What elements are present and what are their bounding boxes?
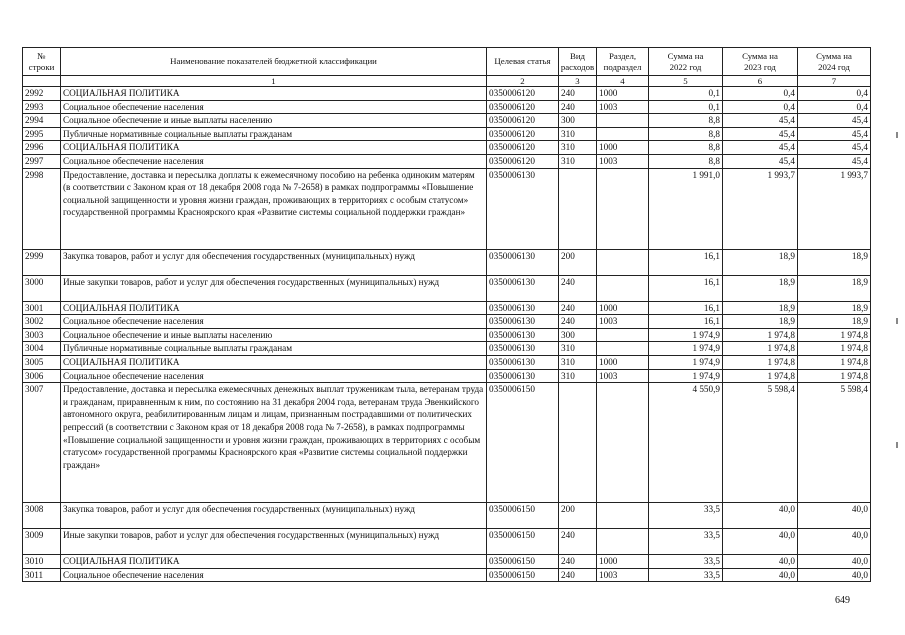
sum-2022-cell: 0,1 — [649, 87, 723, 101]
indicator-name-cell: Публичные нормативные социальные выплаты гражданам — [61, 342, 487, 356]
row-number-cell: 3003 — [23, 328, 61, 342]
sum-2023-cell: 1 993,7 — [723, 168, 798, 249]
expense-type-cell: 310 — [559, 369, 597, 383]
sum-2022-cell: 0,1 — [649, 100, 723, 114]
section-cell: 1003 — [597, 100, 649, 114]
sum-2023-cell: 45,4 — [723, 127, 798, 141]
row-number-cell: 2994 — [23, 114, 61, 128]
indicator-name-cell: СОЦИАЛЬНАЯ ПОЛИТИКА — [61, 87, 487, 101]
sum-2022-cell: 16,1 — [649, 275, 723, 301]
target-article-cell: 0350006150 — [487, 555, 559, 569]
sum-2022-cell: 1 974,9 — [649, 355, 723, 369]
table-body — [23, 87, 871, 582]
row-number-cell: 3000 — [23, 275, 61, 301]
sum-2023-cell: 45,4 — [723, 154, 798, 168]
sum-2023-cell: 1 974,8 — [723, 369, 798, 383]
indicator-name-cell: Закупка товаров, работ и услуг для обеспечения государственных (муниципальных) нужд — [61, 249, 487, 275]
row-number-cell: 3005 — [23, 355, 61, 369]
sum-2022-cell: 8,8 — [649, 154, 723, 168]
sum-2024-cell: 1 974,8 — [798, 328, 871, 342]
header-row-no: № строки — [23, 48, 61, 76]
sum-2023-cell: 1 974,8 — [723, 355, 798, 369]
indicator-name-cell: Иные закупки товаров, работ и услуг для обеспечения государственных (муниципальных) нужд — [61, 275, 487, 301]
sum-2023-cell: 40,0 — [723, 529, 798, 555]
row-number-cell: 2995 — [23, 127, 61, 141]
table-row — [23, 141, 871, 155]
sum-2023-cell: 18,9 — [723, 315, 798, 329]
row-number-cell: 2993 — [23, 100, 61, 114]
target-article-cell: 0350006120 — [487, 141, 559, 155]
row-number-cell: 2999 — [23, 249, 61, 275]
sum-2023-cell: 40,0 — [723, 555, 798, 569]
section-cell: 1003 — [597, 568, 649, 582]
table-row — [23, 529, 871, 555]
expense-type-cell: 240 — [559, 100, 597, 114]
indicator-name-cell: Закупка товаров, работ и услуг для обеспечения государственных (муниципальных) нужд — [61, 503, 487, 529]
section-cell — [597, 529, 649, 555]
sum-2024-cell: 45,4 — [798, 127, 871, 141]
row-number-cell: 2997 — [23, 154, 61, 168]
target-article-cell: 0350006120 — [487, 87, 559, 101]
sum-2023-cell: 1 974,8 — [723, 328, 798, 342]
header-section: Раздел, подраздел — [597, 48, 649, 76]
sum-2023-cell: 45,4 — [723, 114, 798, 128]
target-article-cell: 0350006120 — [487, 100, 559, 114]
sum-2022-cell: 16,1 — [649, 249, 723, 275]
expense-type-cell: 240 — [559, 529, 597, 555]
sum-2024-cell: 40,0 — [798, 568, 871, 582]
target-article-cell: 0350006130 — [487, 249, 559, 275]
indicator-name-cell: СОЦИАЛЬНАЯ ПОЛИТИКА — [61, 301, 487, 315]
sum-2022-cell: 8,8 — [649, 127, 723, 141]
section-cell — [597, 383, 649, 503]
sum-2022-cell: 1 974,9 — [649, 328, 723, 342]
page-number: 649 — [835, 595, 850, 606]
column-number — [23, 76, 61, 87]
target-article-cell: 0350006150 — [487, 503, 559, 529]
row-number-cell: 3007 — [23, 383, 61, 503]
target-article-cell: 0350006130 — [487, 275, 559, 301]
section-cell — [597, 249, 649, 275]
row-number-cell: 3006 — [23, 369, 61, 383]
header-sum-2022: Сумма на 2022 год — [649, 48, 723, 76]
section-cell: 1000 — [597, 141, 649, 155]
target-article-cell: 0350006120 — [487, 154, 559, 168]
sum-2022-cell: 4 550,9 — [649, 383, 723, 503]
sum-2024-cell: 1 974,8 — [798, 355, 871, 369]
column-number: 1 — [61, 76, 487, 87]
sum-2024-cell: 18,9 — [798, 315, 871, 329]
row-number-cell: 3002 — [23, 315, 61, 329]
target-article-cell: 0350006120 — [487, 127, 559, 141]
sum-2022-cell: 16,1 — [649, 301, 723, 315]
table-row — [23, 127, 871, 141]
indicator-name-cell: СОЦИАЛЬНАЯ ПОЛИТИКА — [61, 555, 487, 569]
row-number-cell: 3004 — [23, 342, 61, 356]
indicator-name-cell: Социальное обеспечение населения — [61, 568, 487, 582]
sum-2024-cell: 40,0 — [798, 529, 871, 555]
sum-2024-cell: 40,0 — [798, 503, 871, 529]
section-cell: 1003 — [597, 315, 649, 329]
table-row — [23, 315, 871, 329]
target-article-cell: 0350006150 — [487, 383, 559, 503]
header-sum-2024: Сумма на 2024 год — [798, 48, 871, 76]
sum-2022-cell: 33,5 — [649, 555, 723, 569]
expense-type-cell: 240 — [559, 87, 597, 101]
sum-2024-cell: 1 974,8 — [798, 342, 871, 356]
column-number: 3 — [559, 76, 597, 87]
sum-2023-cell: 40,0 — [723, 503, 798, 529]
indicator-name-cell: СОЦИАЛЬНАЯ ПОЛИТИКА — [61, 141, 487, 155]
sum-2024-cell: 18,9 — [798, 275, 871, 301]
sum-2023-cell: 5 598,4 — [723, 383, 798, 503]
sum-2024-cell: 18,9 — [798, 301, 871, 315]
target-article-cell: 0350006130 — [487, 328, 559, 342]
row-number-cell: 2992 — [23, 87, 61, 101]
expense-type-cell — [559, 383, 597, 503]
sum-2022-cell: 16,1 — [649, 315, 723, 329]
sum-2022-cell: 33,5 — [649, 529, 723, 555]
table-row — [23, 568, 871, 582]
indicator-name-cell: Социальное обеспечение населения — [61, 154, 487, 168]
table-row — [23, 249, 871, 275]
indicator-name-cell: Социальное обеспечение населения — [61, 369, 487, 383]
scan-edge-mark — [896, 132, 898, 138]
target-article-cell: 0350006120 — [487, 114, 559, 128]
sum-2024-cell: 1 974,8 — [798, 369, 871, 383]
indicator-name-cell: Предоставление, доставка и пересылка доплаты к ежемесячному пособию на ребенка одиноким матерям (в соответствии с Законом края от 18 декабря 2008 года № 7-2658) в рамках подпрограммы «Повышение социальной защищенности и уровня жизни граждан, проживающих в территориях с особым статусом» государственной программы Красноярского края «Развитие системы социальной поддержки граждан» — [61, 168, 487, 249]
indicator-name-cell: Социальное обеспечение и иные выплаты населению — [61, 114, 487, 128]
sum-2022-cell: 8,8 — [649, 114, 723, 128]
table-row — [23, 328, 871, 342]
sum-2023-cell: 18,9 — [723, 301, 798, 315]
target-article-cell: 0350006130 — [487, 168, 559, 249]
row-number-cell: 2996 — [23, 141, 61, 155]
table-row — [23, 87, 871, 101]
column-number: 2 — [487, 76, 559, 87]
expense-type-cell: 240 — [559, 275, 597, 301]
sum-2022-cell: 1 991,0 — [649, 168, 723, 249]
scan-edge-mark — [896, 318, 898, 324]
table-row — [23, 100, 871, 114]
sum-2024-cell: 40,0 — [798, 555, 871, 569]
sum-2023-cell: 0,4 — [723, 87, 798, 101]
indicator-name-cell: Социальное обеспечение населения — [61, 315, 487, 329]
indicator-name-cell: Публичные нормативные социальные выплаты гражданам — [61, 127, 487, 141]
target-article-cell: 0350006130 — [487, 301, 559, 315]
indicator-name-cell: Предоставление, доставка и пересылка ежемесячных денежных выплат труженикам тыла, ветеранам труда и гражданам, приравненным к ним, по состоянию на 31 декабря 2004 года, ветеранам труда Эвенкийского автономного округа, реабилитированным лицам и лицам, признанным пострадавшими от политических репрессий (в соответствии с Законом края от 18 декабря 2008 года № 7-2658), в рамках подпрограммы «Повышение социальной защищенности и уровня жизни граждан, проживающих в территориях с особым статусом» государственной программы Красноярского края «Развитие системы социальной поддержки граждан» — [61, 383, 487, 503]
target-article-cell: 0350006130 — [487, 342, 559, 356]
table-row — [23, 355, 871, 369]
table-row — [23, 555, 871, 569]
section-cell — [597, 275, 649, 301]
column-number: 4 — [597, 76, 649, 87]
section-cell — [597, 328, 649, 342]
expense-type-cell: 300 — [559, 328, 597, 342]
sum-2022-cell: 33,5 — [649, 503, 723, 529]
indicator-name-cell: Социальное обеспечение населения — [61, 100, 487, 114]
indicator-name-cell: СОЦИАЛЬНАЯ ПОЛИТИКА — [61, 355, 487, 369]
column-number-row — [23, 76, 871, 87]
target-article-cell: 0350006130 — [487, 369, 559, 383]
header-row — [23, 48, 871, 76]
sum-2024-cell: 45,4 — [798, 154, 871, 168]
row-number-cell: 3001 — [23, 301, 61, 315]
section-cell: 1000 — [597, 555, 649, 569]
indicator-name-cell: Социальное обеспечение и иные выплаты населению — [61, 328, 487, 342]
expense-type-cell: 310 — [559, 127, 597, 141]
budget-table — [22, 47, 871, 582]
expense-type-cell: 300 — [559, 114, 597, 128]
table-row — [23, 342, 871, 356]
section-cell: 1003 — [597, 154, 649, 168]
table-row — [23, 275, 871, 301]
header-name: Наименование показателей бюджетной классификации — [61, 48, 487, 76]
row-number-cell: 2998 — [23, 168, 61, 249]
table-row — [23, 154, 871, 168]
sum-2022-cell: 8,8 — [649, 141, 723, 155]
expense-type-cell: 310 — [559, 154, 597, 168]
section-cell — [597, 127, 649, 141]
expense-type-cell: 200 — [559, 503, 597, 529]
table-row — [23, 369, 871, 383]
sum-2022-cell: 1 974,9 — [649, 342, 723, 356]
row-number-cell: 3009 — [23, 529, 61, 555]
sum-2022-cell: 1 974,9 — [649, 369, 723, 383]
sum-2023-cell: 18,9 — [723, 249, 798, 275]
table-row — [23, 168, 871, 249]
row-number-cell: 3010 — [23, 555, 61, 569]
target-article-cell: 0350006130 — [487, 355, 559, 369]
sum-2023-cell: 18,9 — [723, 275, 798, 301]
row-number-cell: 3008 — [23, 503, 61, 529]
target-article-cell: 0350006130 — [487, 315, 559, 329]
sum-2023-cell: 45,4 — [723, 141, 798, 155]
header-target: Целевая статья — [487, 48, 559, 76]
expense-type-cell — [559, 168, 597, 249]
row-number-cell: 3011 — [23, 568, 61, 582]
header-expense-type: Вид расходов — [559, 48, 597, 76]
expense-type-cell: 310 — [559, 141, 597, 155]
expense-type-cell: 240 — [559, 555, 597, 569]
expense-type-cell: 310 — [559, 355, 597, 369]
sum-2024-cell: 0,4 — [798, 87, 871, 101]
target-article-cell: 0350006150 — [487, 568, 559, 582]
section-cell: 1003 — [597, 369, 649, 383]
column-number: 6 — [723, 76, 798, 87]
column-number: 7 — [798, 76, 871, 87]
sum-2023-cell: 0,4 — [723, 100, 798, 114]
section-cell: 1000 — [597, 87, 649, 101]
section-cell — [597, 503, 649, 529]
target-article-cell: 0350006150 — [487, 529, 559, 555]
scan-edge-mark — [896, 442, 898, 448]
expense-type-cell: 310 — [559, 342, 597, 356]
expense-type-cell: 240 — [559, 315, 597, 329]
section-cell: 1000 — [597, 355, 649, 369]
section-cell — [597, 342, 649, 356]
header-sum-2023: Сумма на 2023 год — [723, 48, 798, 76]
table-row — [23, 503, 871, 529]
expense-type-cell: 200 — [559, 249, 597, 275]
sum-2024-cell: 0,4 — [798, 100, 871, 114]
section-cell — [597, 168, 649, 249]
sum-2024-cell: 45,4 — [798, 114, 871, 128]
sum-2024-cell: 5 598,4 — [798, 383, 871, 503]
sum-2023-cell: 1 974,8 — [723, 342, 798, 356]
column-number: 5 — [649, 76, 723, 87]
section-cell — [597, 114, 649, 128]
expense-type-cell: 240 — [559, 301, 597, 315]
sum-2024-cell: 1 993,7 — [798, 168, 871, 249]
expense-type-cell: 240 — [559, 568, 597, 582]
table-row — [23, 114, 871, 128]
sum-2022-cell: 33,5 — [649, 568, 723, 582]
section-cell: 1000 — [597, 301, 649, 315]
table-row — [23, 301, 871, 315]
sum-2023-cell: 40,0 — [723, 568, 798, 582]
indicator-name-cell: Иные закупки товаров, работ и услуг для обеспечения государственных (муниципальных) нужд — [61, 529, 487, 555]
sum-2024-cell: 45,4 — [798, 141, 871, 155]
table-row — [23, 383, 871, 503]
sum-2024-cell: 18,9 — [798, 249, 871, 275]
